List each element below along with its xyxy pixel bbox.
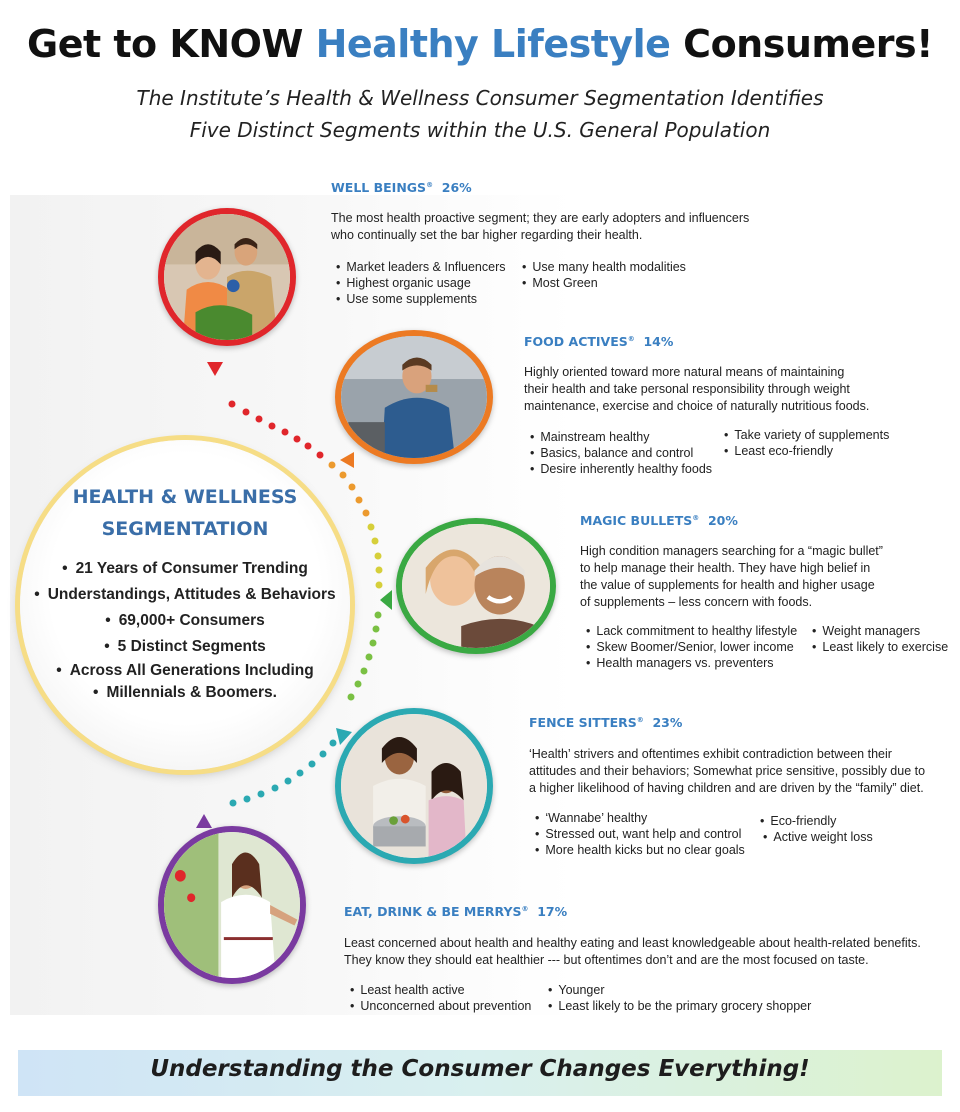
well-beings-bullets-left [336,259,506,307]
segmentation-bullets [20,556,350,704]
food-actives-bullets-right [724,427,889,459]
subtitle-line-1: The Institute’s Health & Wellness Consumer Segmentation Identifies [136,86,824,110]
connector-dots-green [348,612,382,701]
magic-bullets-bullets-left [586,623,797,671]
food-actives-pointer [340,452,354,468]
list-item: • Least likely to be the primary grocery shopper [548,998,811,1014]
food-actives-description: Highly oriented toward more natural means of maintaining their health and take personal responsibility through weight maintenance, exercise and choice of naturally nutritious foods. [524,365,870,413]
eat-drink-be-merrys-pointer [196,814,212,828]
fence-sitters-title: FENCE SITTERS® 23% [529,715,683,730]
food-actives-photo [335,330,493,464]
subtitle-line-2: Five Distinct Segments within the U.S. General Population [189,118,771,142]
list-item: • ‘Wannabe’ healthy [535,810,745,826]
list-item: • Eco-friendly [760,813,873,829]
list-item: • Desire inherently healthy foods [530,461,712,477]
food-actives-title: FOOD ACTIVES® 14% [524,334,674,349]
list-item: • Least eco-friendly [724,443,889,459]
couple-shopping-illustration [164,214,290,340]
segmentation-bullet: • Across All Generations Including [20,660,350,682]
list-item: • Use many health modalities [522,259,686,275]
list-item: • Stressed out, want help and control [535,826,745,842]
list-item: • Highest organic usage [336,275,506,291]
man-eating-gym-illustration [341,336,487,458]
well-beings-bullets-right [522,259,686,291]
list-item: • More health kicks but no clear goals [535,842,745,858]
list-item: • Mainstream healthy [530,429,712,445]
magic-bullets-title: MAGIC BULLETS® 20% [580,513,738,528]
page-title: Get to KNOW Healthy Lifestyle Consumers! [27,22,933,66]
eat-drink-be-merrys-bullets-right [548,982,811,1014]
footer-tagline: Understanding the Consumer Changes Everything! [150,1056,810,1082]
segmentation-heading-line-1: HEALTH & WELLNESS [72,486,298,508]
fence-sitters-description: ‘Health’ strivers and oftentimes exhibit contradiction between their attitudes and their behaviors; Somewhat price sensitive, possibly due to a higher likelihood of having children and are driven by the “family” diet. [529,747,926,795]
fence-sitters-bullets-left [535,810,745,858]
list-item: • Younger [548,982,811,998]
connector-dots-yellow [368,524,383,589]
segmentation-bullet-continued: • Millennials & Boomers. [20,682,350,704]
list-item: • Skew Boomer/Senior, lower income [586,639,797,655]
senior-couple-illustration [402,524,550,648]
list-item: • Most Green [522,275,686,291]
segmentation-heading-line-2: SEGMENTATION [101,518,269,540]
list-item: • Health managers vs. preventers [586,655,797,671]
list-item: • Take variety of supplements [724,427,889,443]
eat-drink-be-merrys-photo [158,826,306,984]
well-beings-pointer [207,362,223,376]
fence-sitters-photo [335,708,493,864]
pointer-green [380,590,392,610]
woman-outdoors-illustration [164,832,300,978]
magic-bullets-description: High condition managers searching for a “magic bullet” to help manage their health. They have high belief in the value of supplements for health and higher usage of supplements – less concern with foods. [580,544,883,609]
well-beings-photo [158,208,296,346]
food-actives-bullets-left [530,429,712,477]
list-item: • Least health active [350,982,531,998]
list-item: • Least likely to exercise [812,639,948,655]
mother-daughter-cooking-illustration [341,714,487,858]
list-item: • Use some supplements [336,291,506,307]
list-item: • Basics, balance and control [530,445,712,461]
list-item: • Active weight loss [763,829,873,845]
magic-bullets-bullets-right [812,623,948,655]
magic-bullets-photo [396,518,556,654]
segmentation-bullet: • 21 Years of Consumer Trending [20,556,350,582]
eat-drink-be-merrys-bullets-left [350,982,531,1014]
well-beings-title: WELL BEINGS® 26% [331,180,472,195]
list-item: • Lack commitment to healthy lifestyle [586,623,797,639]
well-beings-description: The most health proactive segment; they are early adopters and influencers who continually set the bar higher regarding their health. [331,211,750,242]
fence-sitters-bullets-right [760,813,873,845]
segmentation-bullet: • 69,000+ Consumers [20,608,350,634]
eat-drink-be-merrys-description: Least concerned about health and healthy eating and least knowledgeable about health-related benefits. They know they should eat healthier --- but oftentimes don’t and are the most focused on taste. [344,936,921,967]
eat-drink-be-merrys-title: EAT, DRINK & BE MERRYS® 17% [344,904,568,919]
list-item: • Market leaders & Influencers [336,259,506,275]
segmentation-circle [20,440,350,770]
segmentation-bullet: • 5 Distinct Segments [20,634,350,660]
list-item: • Weight managers [812,623,948,639]
list-item: • Unconcerned about prevention [350,998,531,1014]
segmentation-bullet: • Understandings, Attitudes & Behaviors [20,582,350,608]
